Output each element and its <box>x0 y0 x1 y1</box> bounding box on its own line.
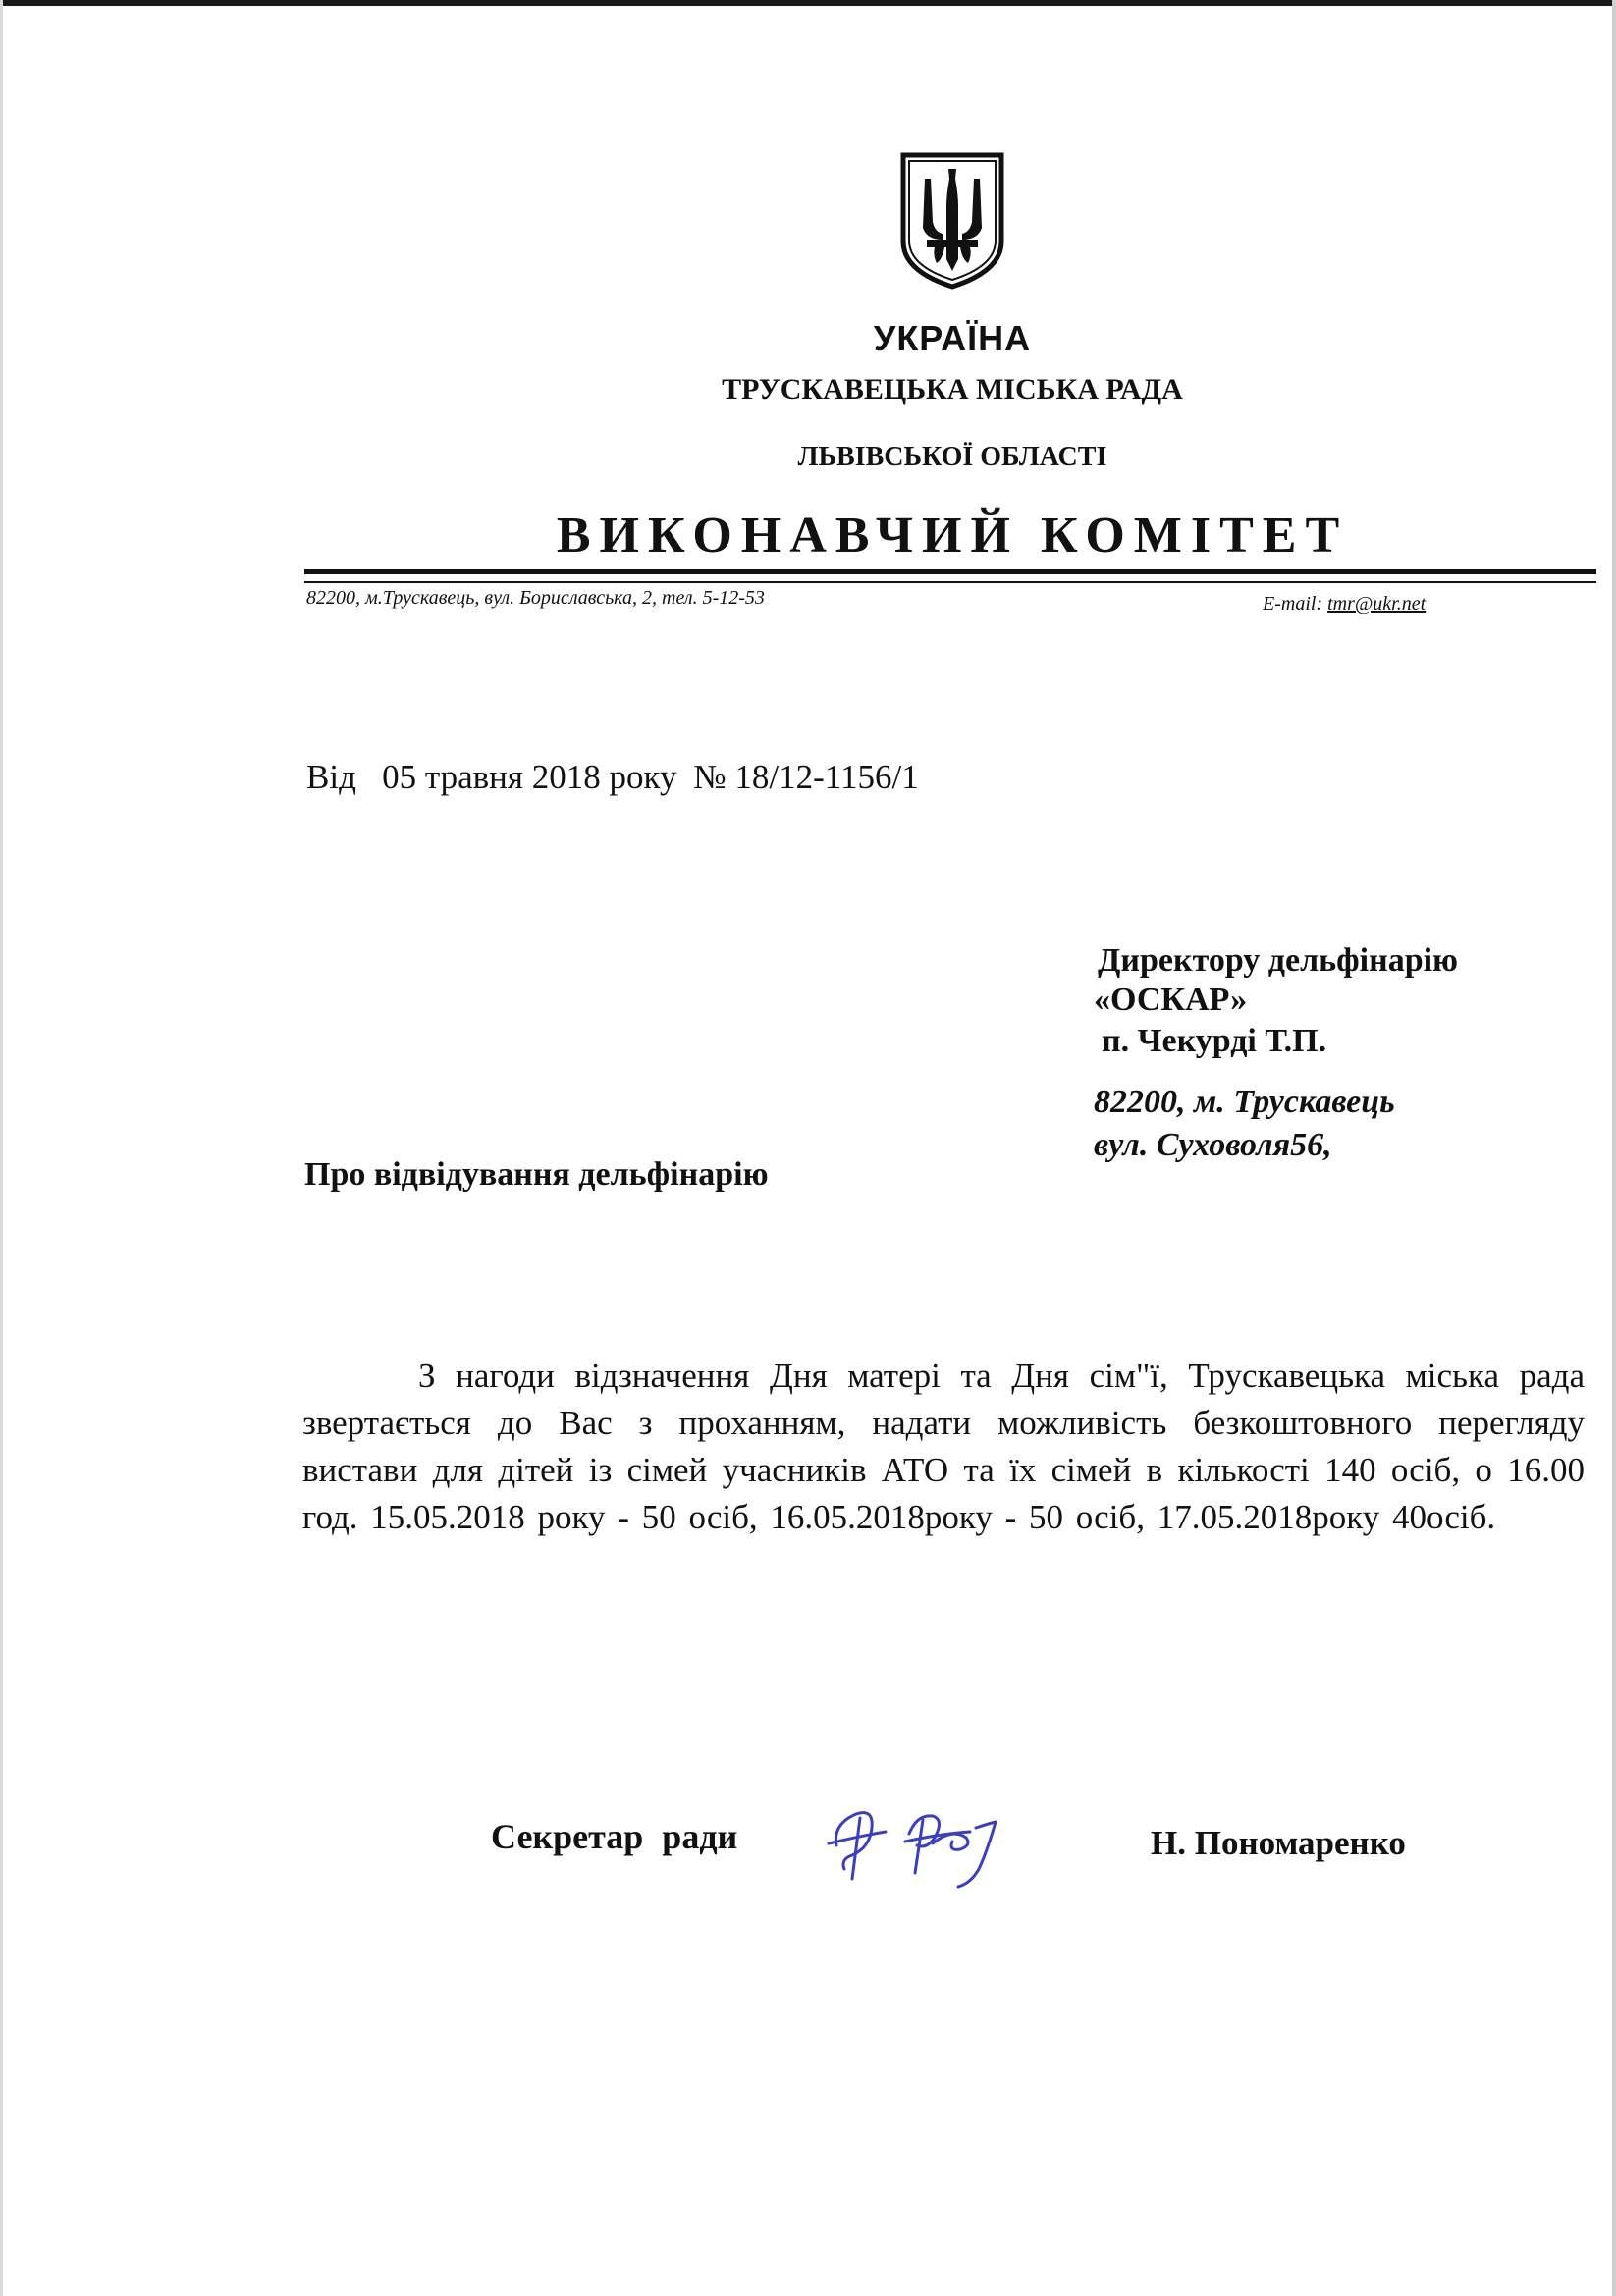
scan-edge-top <box>0 0 1616 6</box>
email-link[interactable]: tmr@ukr.net <box>1327 593 1427 614</box>
letterhead-rule-thick <box>304 569 1596 574</box>
outgoing-prefix: Від <box>306 758 356 796</box>
letterhead-address: 82200, м.Трускавець, вул. Бориславська, 2, тел. 5-12-53 <box>306 587 765 609</box>
addressee-position: Директору дельфінарію <box>1098 942 1459 979</box>
addressee-street: вул. Суховоля56, <box>1094 1127 1332 1163</box>
letter-body: З нагоди відзначення Дня матері та Дня сім"ї, Трускавецька міська рада звертається до Вас з проханням, надати можливість безкоштовного перегляду вистави для дітей із сімей учасників АТО та їх сімей в кількості 140 осіб, о 16.00 год. 15.05.2018 року - 50 осіб, 16.05.2018року - 50 осіб, 17.05.2018року 40осіб. <box>302 1357 1585 1536</box>
committee-heading: ВИКОНАВЧИЙ КОМІТЕТ <box>556 507 1349 563</box>
oblast-heading: ЛЬВІВСЬКОЇ ОБЛАСТІ <box>797 442 1107 472</box>
letterhead-email <box>1263 593 1426 615</box>
addressee-name: п. Чекурді Т.П. <box>1102 1023 1327 1059</box>
outgoing-reference <box>306 758 919 797</box>
coat-of-arms-icon <box>897 149 1007 291</box>
addressee-organization: «ОСКАР» <box>1094 982 1248 1018</box>
signatory-name: Н. Пономаренко <box>1151 1824 1406 1862</box>
letter-subject: Про відвідування дельфінарію <box>304 1156 769 1193</box>
council-heading: ТРУСКАВЕЦЬКА МІСЬКА РАДА <box>722 373 1183 405</box>
email-label: E-mail: <box>1263 593 1323 614</box>
outgoing-number-label: № <box>693 758 727 796</box>
outgoing-date: 05 травня 2018 року <box>382 758 677 796</box>
outgoing-number: 18/12-1156/1 <box>734 758 919 796</box>
handwritten-signature <box>823 1789 1029 1896</box>
signatory-title: Секретар ради <box>491 1817 738 1856</box>
letterhead-rule-thin <box>304 581 1596 583</box>
addressee-city: 82200, м. Трускавець <box>1094 1084 1395 1120</box>
country-heading: УКРАЇНА <box>873 318 1032 358</box>
